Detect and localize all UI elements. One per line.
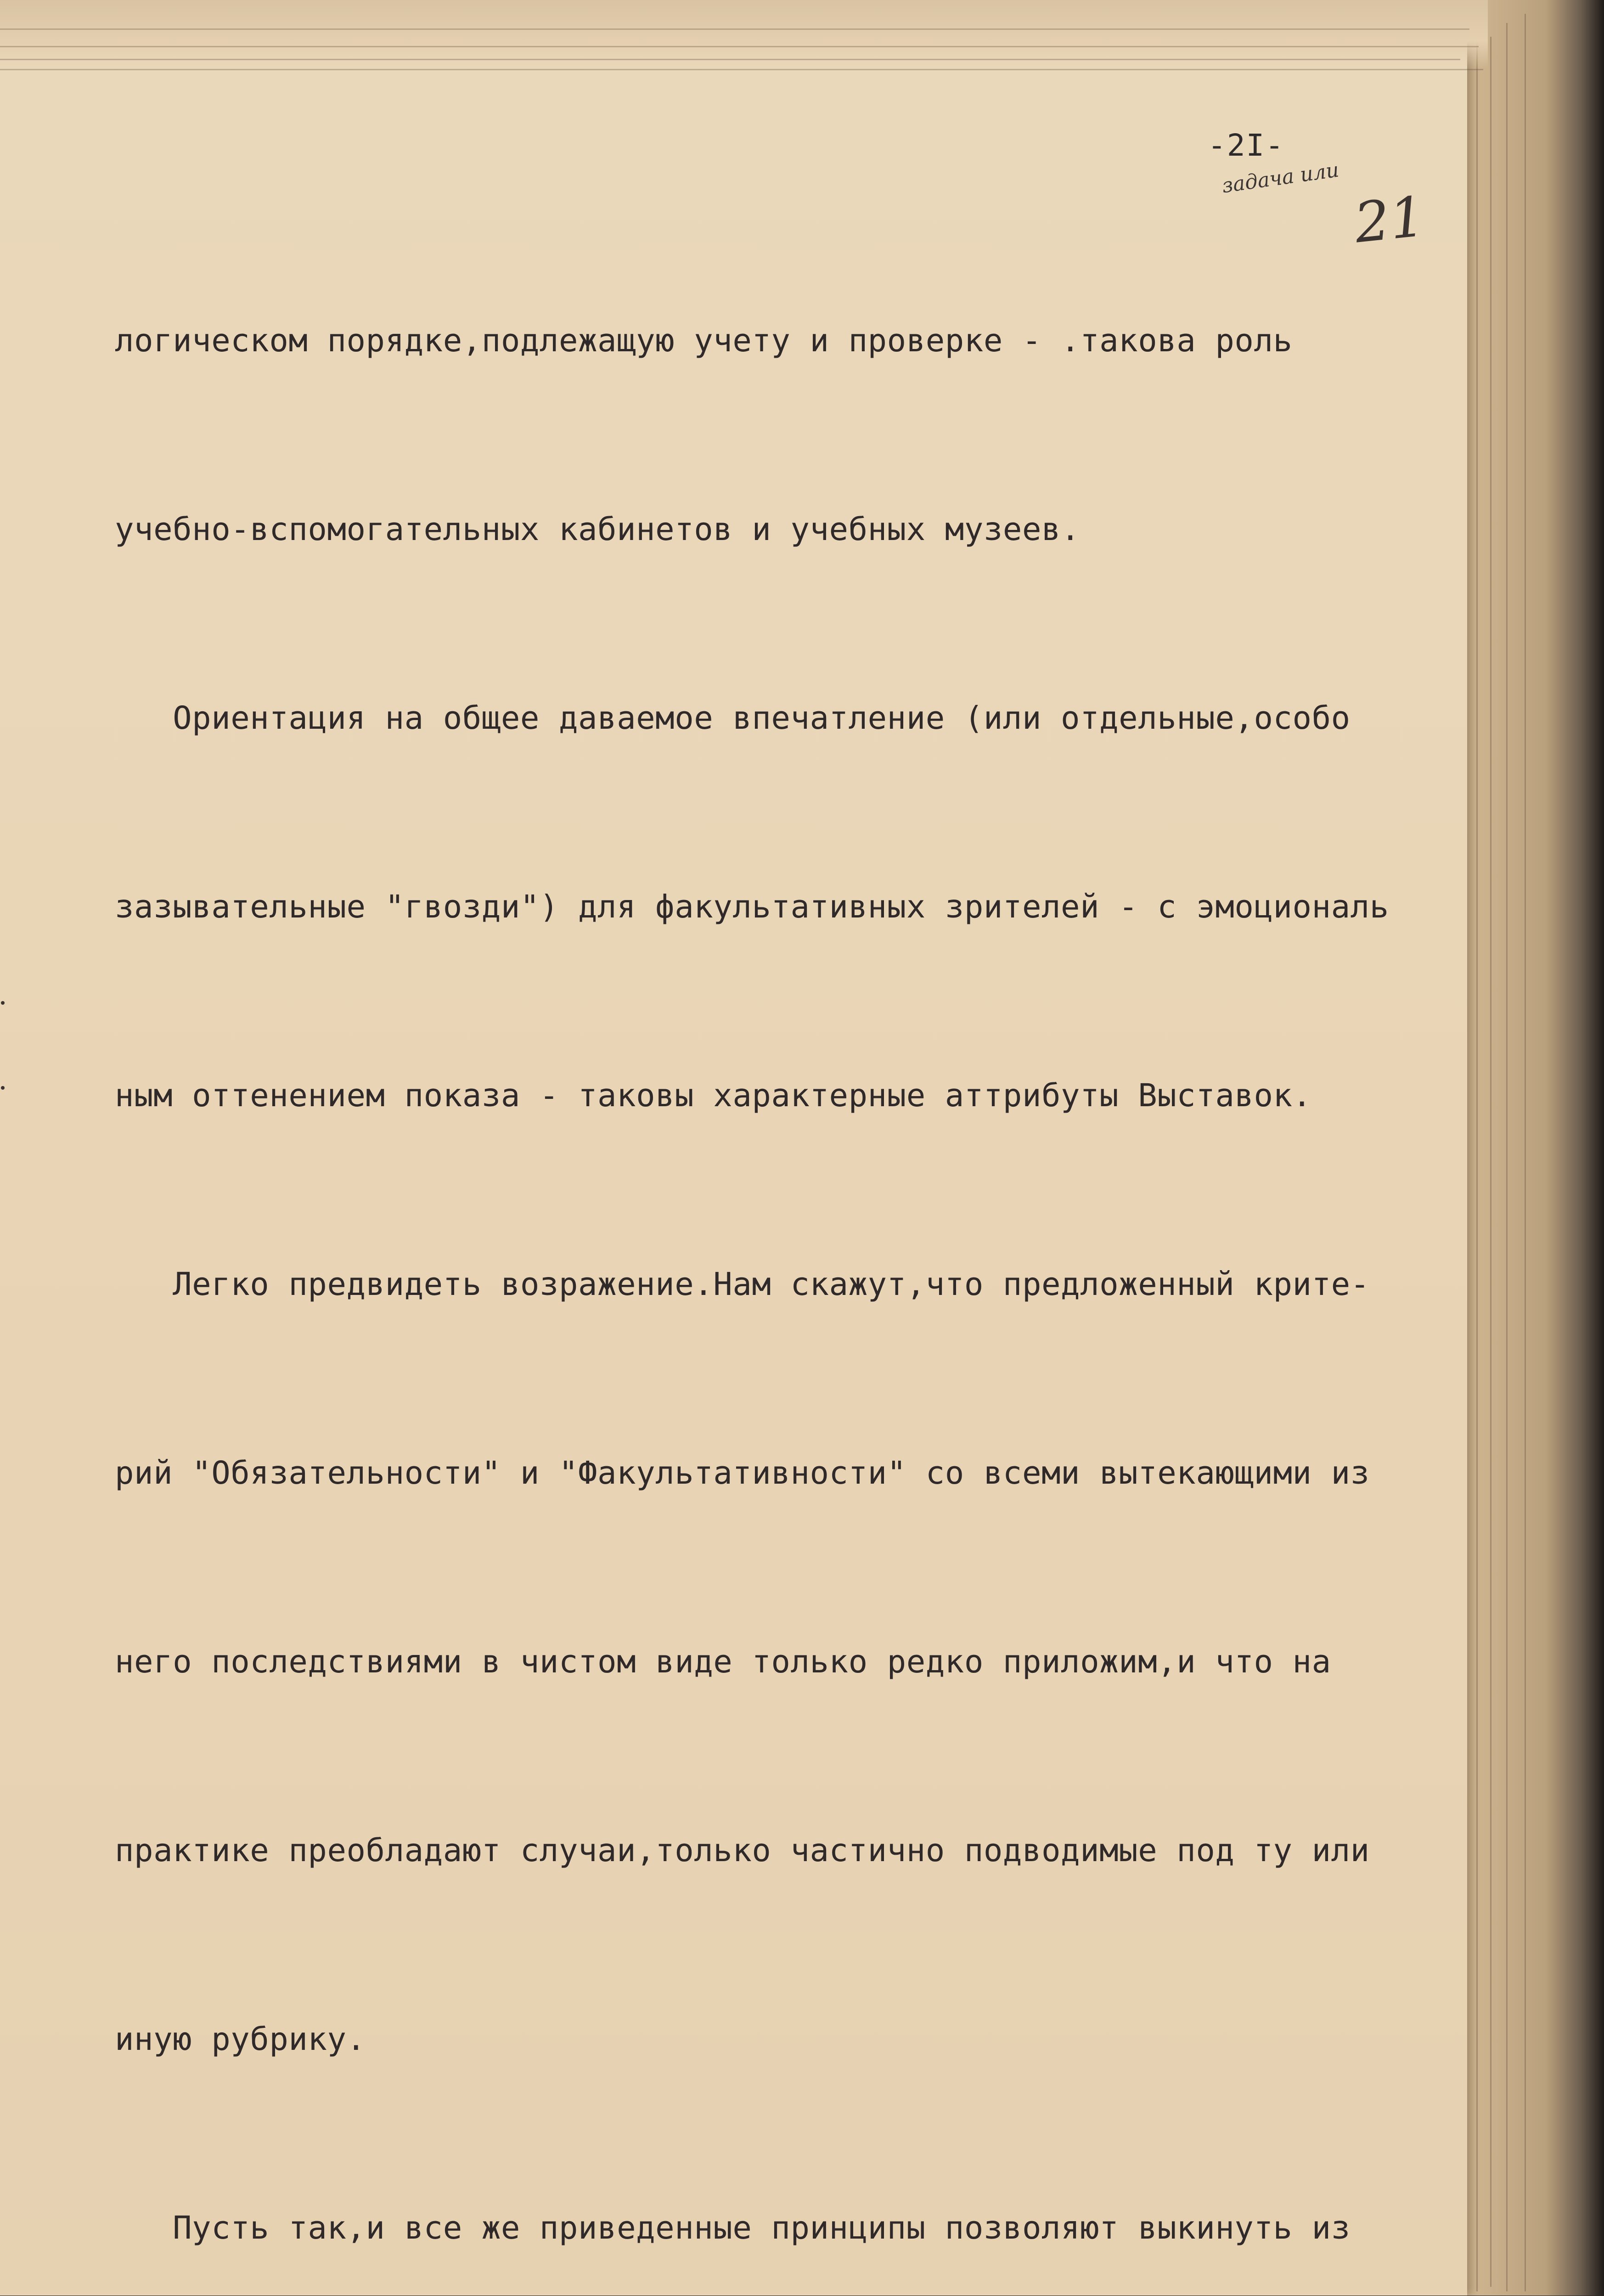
- typed-body-text: [115, 184, 1469, 2296]
- fold-line: [0, 28, 1469, 30]
- text-line: рий "Обязательности" и "Факультативности" со всеми вытекающими из: [115, 1455, 1370, 1491]
- margin-dot: [1, 1086, 5, 1090]
- page-edge-line: [1506, 23, 1508, 2291]
- page-number: -2I-: [1208, 128, 1284, 163]
- page-edge-line: [1525, 14, 1526, 2291]
- text-line: Пусть так,и все же приведенные принципы позволяют выкинуть из: [115, 2210, 1351, 2246]
- text-line: логическом порядке,подлежащую учету и проверке - .такова роль: [115, 322, 1293, 359]
- fold-line: [0, 46, 1479, 47]
- text-line: иную рубрику.: [115, 2021, 366, 2058]
- text-line: зазывательные "гвозди") для факультативных зрителей - с эмоциональ: [115, 889, 1389, 925]
- handwritten-margin-note: задача или: [1220, 158, 1340, 198]
- text-line: учебно-вспомогательных кабинетов и учебных музеев.: [115, 511, 1081, 548]
- text-line: Ориентация на общее даваемое впечатление (или отдельные,особо: [115, 700, 1351, 737]
- margin-dot: [1, 1001, 5, 1005]
- fold-line: [0, 69, 1483, 70]
- text-line: Легко предвидеть возражение.Нам скажут,что предложенный крите-: [115, 1266, 1370, 1303]
- page-edge-line: [1490, 37, 1491, 2287]
- page-edge-line: [1476, 28, 1478, 2291]
- text-line: практике преобладают случаи,только частично подводимые под ту или: [115, 1832, 1370, 1869]
- text-line: ным оттенением показа - таковы характерные аттрибуты Выставок.: [115, 1077, 1312, 1114]
- fold-line: [0, 59, 1460, 60]
- handwritten-page-number: 21: [1351, 185, 1428, 256]
- text-line: него последствиями в чистом виде только редко приложим,и что на: [115, 1643, 1331, 1680]
